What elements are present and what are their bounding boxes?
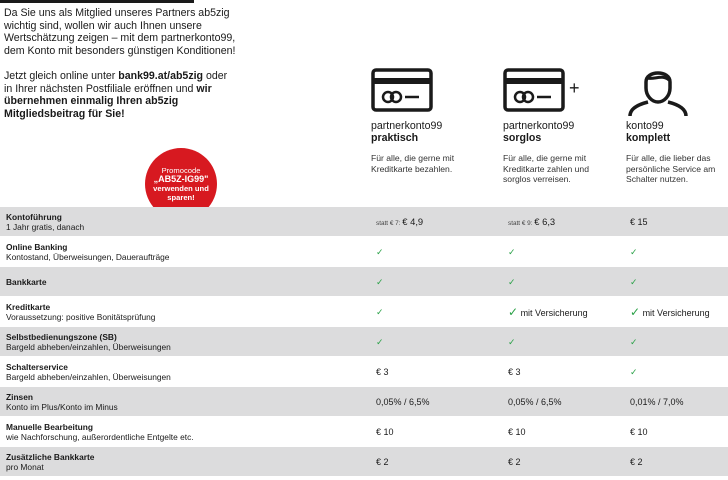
row-subtitle: Voraussetzung: positive Bonitätsprüfung [6, 312, 156, 322]
table-row-sb-zone [0, 327, 728, 357]
product-variant: praktisch [371, 132, 419, 144]
credit-card-plus-icon [503, 64, 587, 116]
price: € 6,3 [534, 216, 556, 227]
row-label [6, 212, 84, 232]
intro-paragraph-2 [4, 70, 236, 120]
cell-komplett: € 2 [630, 457, 643, 467]
table-row-zusaetzliche-bankkarte [0, 447, 728, 477]
row-subtitle: 1 Jahr gratis, danach [6, 222, 85, 232]
check-icon: ✓ [376, 307, 384, 317]
product-desc: Für alle, die lieber das persönliche Service am Schalter nutzen. [626, 153, 716, 185]
row-title: Zusätzliche Bankkarte [6, 452, 95, 462]
top-rule [0, 0, 194, 3]
cell-praktisch [376, 216, 423, 230]
check-icon: ✓ [376, 337, 384, 347]
row-title: Online Banking [6, 242, 68, 252]
product-komplett [626, 64, 728, 185]
row-subtitle: Konto im Plus/Konto im Minus [6, 402, 118, 412]
cell-praktisch: € 2 [376, 457, 389, 467]
row-title: Schalterservice [6, 362, 68, 372]
promocode-code: „AB5Z-IG99" [153, 174, 209, 184]
check-icon: ✓ [508, 277, 516, 287]
promocode-label: Promocode [161, 166, 201, 175]
cell-note: mit Versicherung [640, 308, 710, 318]
check-icon: ✓ [508, 247, 516, 257]
check-icon: ✓ [508, 337, 516, 347]
plus-sign: + [569, 78, 580, 98]
product-variant: sorglos [503, 132, 542, 144]
check-icon: ✓ [630, 277, 638, 287]
person-icon [626, 64, 690, 116]
check-icon: ✓ [630, 247, 638, 257]
cell-note: mit Versicherung [518, 308, 588, 318]
check-icon: ✓ [630, 305, 641, 319]
cell-sorglos [508, 306, 588, 319]
row-label [6, 452, 94, 472]
row-label [6, 277, 47, 287]
product-desc: Für alle, die gerne mit Kreditkarte zahlen und sorglos verreisen. [503, 153, 589, 185]
intro-p2-a: Jetzt gleich online unter [4, 69, 119, 82]
product-praktisch [371, 64, 483, 174]
credit-card-icon [371, 64, 435, 116]
row-label [6, 242, 169, 262]
cell-sorglos [508, 216, 555, 230]
table-row-zinsen [0, 387, 728, 417]
product-desc: Für alle, die gerne mit Kreditkarte bezahlen. [371, 153, 455, 174]
row-title: Selbstbedienungszone (SB) [6, 332, 117, 342]
cell-praktisch: 0,05% / 6,5% [376, 397, 430, 407]
row-title: Kreditkarte [6, 302, 51, 312]
intro-paragraph-1: Da Sie uns als Mitglied unseres Partners ab5zig wichtig sind, wollen wir auch Ihnen unsere Wertschätzung zeigen – mit dem partnerkonto99, dem Konto mit besonders günstigen Konditionen! [4, 7, 236, 57]
check-icon: ✓ [630, 367, 638, 377]
old-price: statt € 9: [508, 220, 535, 227]
row-subtitle: pro Monat [6, 462, 44, 472]
table-row-schalterservice [0, 357, 728, 387]
product-name: partnerkonto99 [503, 120, 575, 132]
table-row-online-banking [0, 237, 728, 267]
row-subtitle: Kontostand, Überweisungen, Daueraufträge [6, 252, 170, 262]
cell-sorglos: € 2 [508, 457, 521, 467]
old-price: statt € 7: [376, 220, 403, 227]
row-label [6, 332, 171, 352]
cell-praktisch: € 3 [376, 367, 389, 377]
row-title: Zinsen [6, 392, 33, 402]
table-row-kontofuehrung [0, 207, 728, 237]
promocode-line3: verwenden und [153, 184, 209, 193]
intro-p2-b: oder in Ihrer nächsten Postfiliale eröffnen und [4, 69, 228, 95]
table-row-kreditkarte [0, 297, 728, 327]
row-title: Kontoführung [6, 212, 62, 222]
promocode-line4: sparen! [167, 193, 195, 202]
row-label [6, 392, 118, 412]
cell-komplett [630, 306, 710, 319]
cell-komplett: € 10 [630, 427, 648, 437]
cell-sorglos: € 3 [508, 367, 521, 377]
comparison-table [0, 207, 728, 477]
cell-komplett: 0,01% / 7,0% [630, 397, 684, 407]
intro-text [4, 7, 236, 133]
check-icon: ✓ [376, 277, 384, 287]
row-title: Bankkarte [6, 277, 47, 287]
product-variant: komplett [626, 132, 671, 144]
check-icon: ✓ [508, 305, 519, 319]
check-icon: ✓ [376, 247, 384, 257]
bank-link[interactable]: bank99.at/ab5zig [118, 69, 204, 82]
table-row-bankkarte [0, 267, 728, 297]
row-subtitle: Bargeld abheben/einzahlen, Überweisungen [6, 372, 171, 382]
product-name: konto99 [626, 120, 664, 132]
row-subtitle: wie Nachforschung, außerordentliche Entgelte etc. [6, 432, 194, 442]
cell-komplett: € 15 [630, 217, 648, 227]
row-label [6, 362, 171, 382]
row-title: Manuelle Bearbeitung [6, 422, 94, 432]
cell-sorglos: € 10 [508, 427, 526, 437]
cell-praktisch: € 10 [376, 427, 394, 437]
cell-sorglos: 0,05% / 6,5% [508, 397, 562, 407]
intro-p2-bold: wir übernehmen einmalig Ihren ab5zig Mitgliedsbeitrag für Sie! [4, 82, 212, 120]
table-row-manuelle-bearbeitung [0, 417, 728, 447]
check-icon: ✓ [630, 337, 638, 347]
row-label [6, 302, 155, 322]
product-name: partnerkonto99 [371, 120, 443, 132]
row-subtitle: Bargeld abheben/einzahlen, Überweisungen [6, 342, 171, 352]
row-label [6, 422, 194, 442]
product-sorglos [503, 64, 615, 185]
price: € 4,9 [402, 216, 424, 227]
